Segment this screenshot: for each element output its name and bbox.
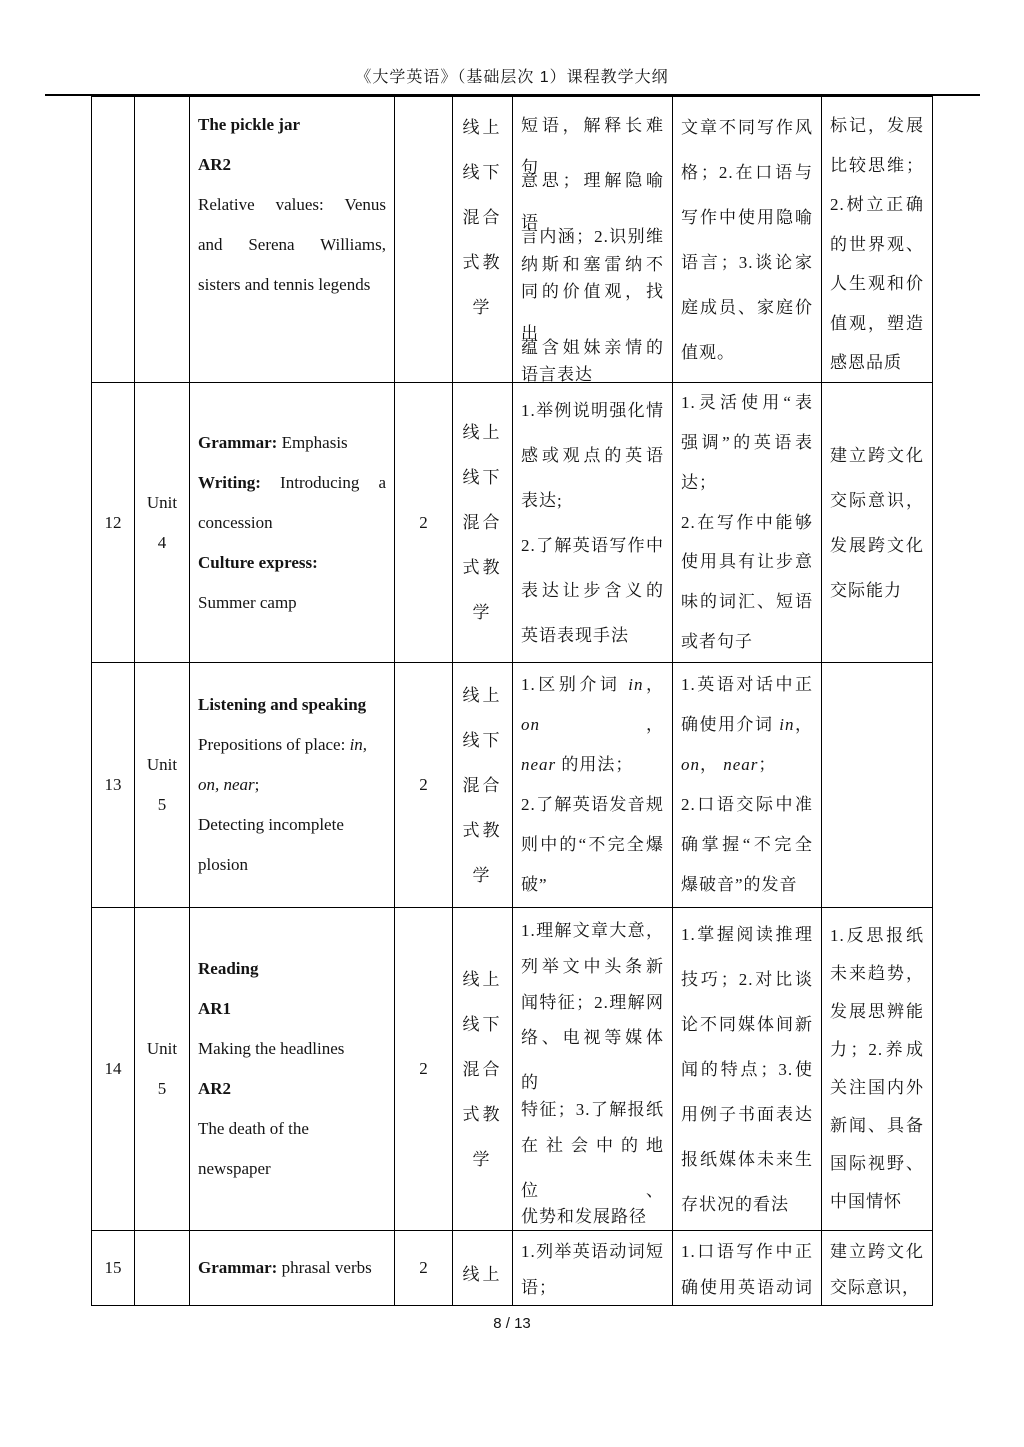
ideology-cell: 建立跨文化 交际意识， [822,1231,933,1306]
objectives-cell: 1.举例说明强化情 感或观点的英语 表达; 2.了解英语写作中 表达让步含义的 英语表现手法 [513,383,673,663]
content-cell: Grammar: Emphasis Writing: Introducing a concession Culture express: Summer camp [190,383,395,663]
mode-cell: 线上 线下 混合 式教 学 [453,908,513,1231]
content-cell: Grammar: phrasal verbs [190,1231,395,1306]
hours-cell: 2 [395,1231,453,1306]
mode-cell: 线上 [453,1231,513,1306]
content-cell: Listening and speaking Prepositions of place: in, on, near; Detecting incomplete plosion [190,663,395,908]
page-header-title: 《大学英语》（基础层次 1）课程教学大纲 [355,69,669,86]
requirements-cell: 1.口语写作中正 确使用英语动词 [673,1231,822,1306]
seq-cell: 12 [92,383,135,663]
requirements-cell: 1.灵活使用“表 强调”的英语表 达； 2.在写作中能够 使用具有让步意 味的词汇、短语 或者句子 [673,383,822,663]
unit-cell: Unit 5 [135,908,190,1231]
mode-cell: 线上 线下 混合 式教 学 [453,663,513,908]
content-cell: The pickle jar AR2 Relative values: Venus and Serena Williams, sisters and tennis legends [190,97,395,383]
requirements-cell: 1.英语对话中正 确使用介词 in， on， near； 2.口语交际中准 确掌握“不完全 爆破音”的发音 [673,663,822,908]
ideology-cell [822,663,933,908]
seq-cell: 14 [92,908,135,1231]
requirements-cell: 文章不同写作风 格；2.在口语与 写作中使用隐喻 语言；3.谈论家 庭成员、家庭价 值观。 [673,97,822,383]
seq-cell: 13 [92,663,135,908]
unit-cell [135,97,190,383]
hours-cell [395,97,453,383]
seq-cell: 15 [92,1231,135,1306]
ideology-cell: 建立跨文化 交际意识， 发展跨文化 交际能力 [822,383,933,663]
objectives-cell: 1.理解文章大意， 列举文中头条新 闻特征；2.理解网 络、电视等媒体的 特征；3.了解报纸 在社会中的地位、 优势和发展路径 [513,908,673,1231]
unit-cell: Unit 4 [135,383,190,663]
unit-cell: Unit 5 [135,663,190,908]
ideology-cell: 1.反思报纸 未来趋势， 发展思辨能 力；2.养成 关注国内外 新闻、具备 国际视野、 中国情怀 [822,908,933,1231]
hours-cell: 2 [395,908,453,1231]
content-cell: Reading AR1 Making the headlines AR2 The death of the newspaper [190,908,395,1231]
syllabus-table [91,96,933,1306]
hours-cell: 2 [395,383,453,663]
objectives-cell: 1.列举英语动词短 语； [513,1231,673,1306]
unit-cell [135,1231,190,1306]
objectives-cell: 短语，解释长难句 意思；理解隐喻语 言内涵；2.识别维 纳斯和塞雷纳不 同的价值观，找出 蕴含姐妹亲情的 语言表达 [513,97,673,383]
hours-cell: 2 [395,663,453,908]
page-number: 8 / 13 [493,1315,531,1332]
ideology-cell: 标记，发展 比较思维； 2.树立正确 的世界观、 人生观和价 值观，塑造 感恩品质 [822,97,933,383]
requirements-cell: 1.掌握阅读推理 技巧；2.对比谈 论不同媒体间新 闻的特点；3.使 用例子书面表达 报纸媒体未来生 存状况的看法 [673,908,822,1231]
seq-cell [92,97,135,383]
objectives-cell: 1.区别介词 in，on， near 的用法； 2.了解英语发音规 则中的“不完全爆 破” [513,663,673,908]
mode-cell: 线上 线下 混合 式教 学 [453,383,513,663]
mode-cell: 线上 线下 混合 式教 学 [453,97,513,383]
